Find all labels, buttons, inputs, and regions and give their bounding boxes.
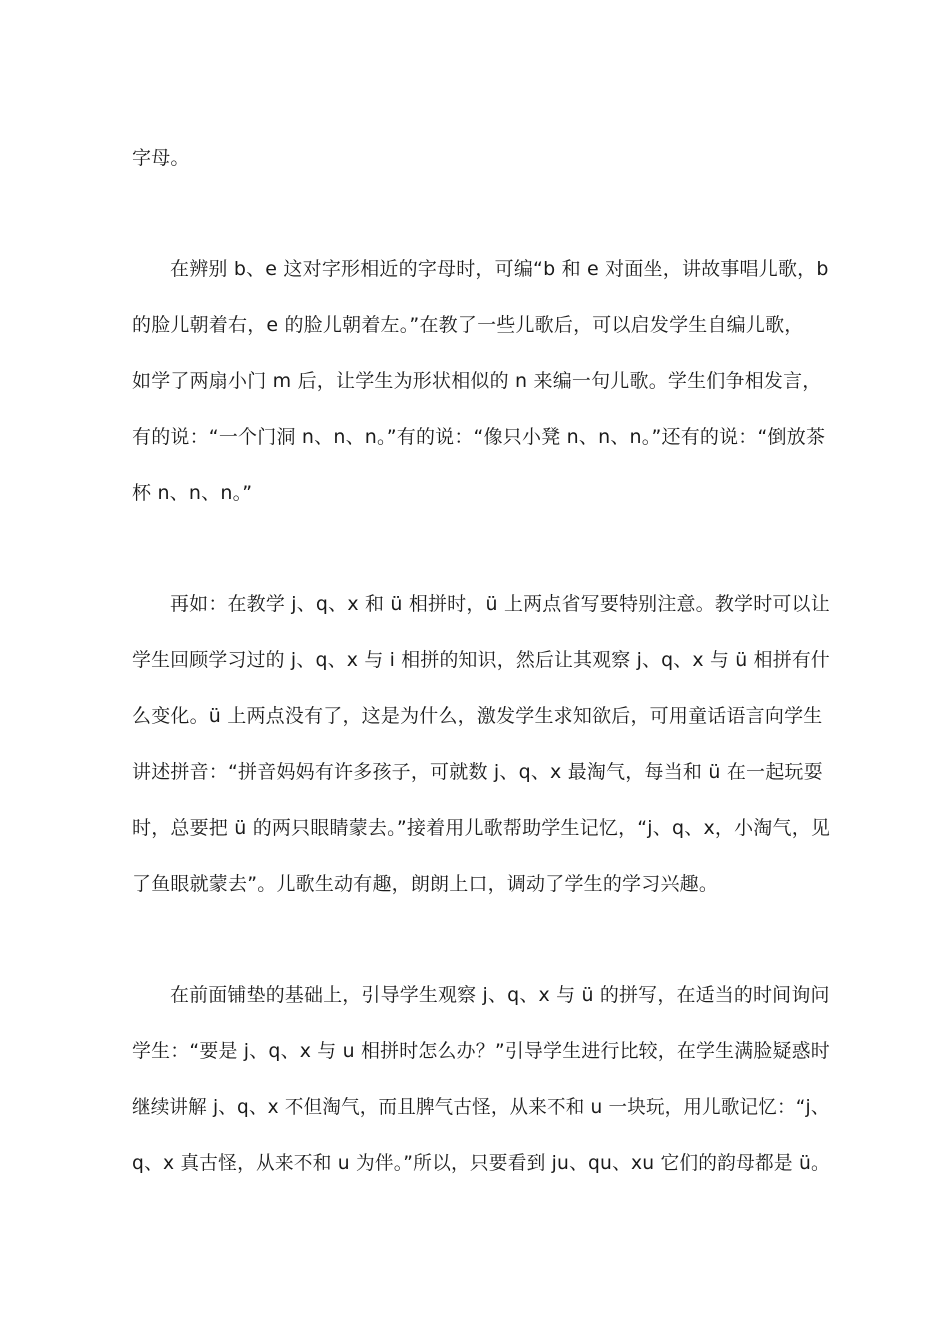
paragraph-1-line-0: 在辨别 b、e 这对字形相近的字母时，可编“b 和 e 对面坐，讲故事唱儿歌，b — [170, 258, 829, 280]
paragraph-3-line-3: q、x 真古怪，从来不和 u 为伴。”所以，只要看到 ju、qu、xu 它们的韵母都是 ü。 — [132, 1152, 830, 1174]
paragraph-2-line-2: 么变化。ü 上两点没有了，这是为什么，激发学生求知欲后，可用童话语言向学生 — [132, 705, 823, 727]
paragraph-3-line-2: 继续讲解 j、q、x 不但淘气，而且脾气古怪，从来不和 u 一块玩，用儿歌记忆：“j、 — [132, 1096, 830, 1118]
paragraph-3-line-1: 学生：“要是 j、q、x 与 u 相拼时怎么办？”引导学生进行比较，在学生满脸疑惑时 — [132, 1040, 830, 1062]
paragraph-2-line-3: 讲述拼音：“拼音妈妈有许多孩子，可就数 j、q、x 最淘气，每当和 ü 在一起玩耍 — [132, 761, 823, 783]
paragraph-1-line-2: 如学了两扇小门 m 后，让学生为形状相似的 n 来编一句儿歌。学生们争相发言， — [132, 370, 822, 392]
paragraph-3-line-0: 在前面铺垫的基础上，引导学生观察 j、q、x 与 ü 的拼写，在适当的时间询问 — [170, 984, 830, 1006]
paragraph-2-line-1: 学生回顾学习过的 j、q、x 与 i 相拼的知识，然后让其观察 j、q、x 与 ü 相拼有什 — [132, 649, 831, 671]
paragraph-2-line-4: 时，总要把 ü 的两只眼睛蒙去。”接着用儿歌帮助学生记忆，“j、q、x，小淘气，见 — [132, 817, 831, 839]
paragraph-0-line-0: 字母。 — [132, 147, 190, 169]
paragraph-1-line-1: 的脸儿朝着右，e 的脸儿朝着左。”在教了一些儿歌后，可以启发学生自编儿歌， — [132, 314, 804, 336]
paragraph-1-line-3: 有的说：“一个门洞 n、n、n。”有的说：“像只小凳 n、n、n。”还有的说：“倒放茶 — [132, 426, 826, 448]
paragraph-2-line-0: 再如：在教学 j、q、x 和 ü 相拼时，ü 上两点省写要特别注意。教学时可以让 — [170, 593, 830, 615]
paragraph-1-line-4: 杯 n、n、n。” — [132, 482, 253, 504]
paragraph-2-line-5: 了鱼眼就蒙去”。儿歌生动有趣，朗朗上口，调动了学生的学习兴趣。 — [132, 873, 719, 895]
